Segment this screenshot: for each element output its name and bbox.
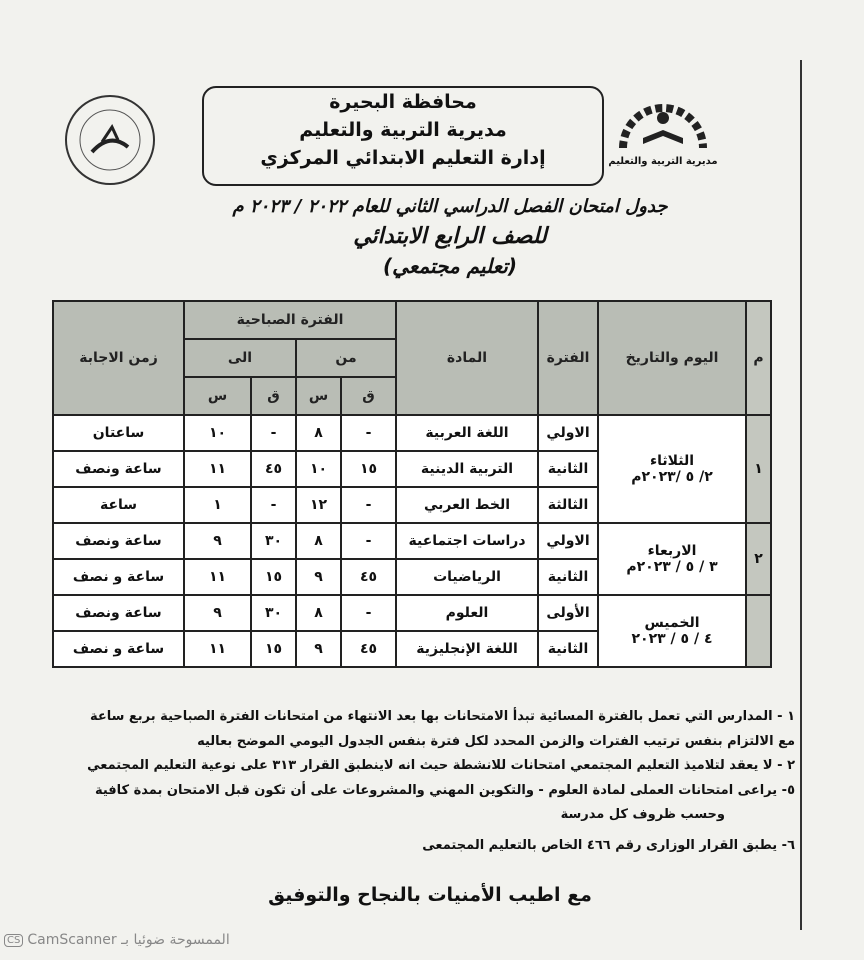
period-cell: الاولي bbox=[538, 415, 598, 451]
closing-wishes: مع اطيب الأمنيات بالنجاح والتوفيق bbox=[268, 884, 592, 906]
header-to-minute: ق bbox=[251, 377, 296, 415]
from-q-cell: ١٥ bbox=[341, 451, 396, 487]
from-s-cell: ٩ bbox=[296, 631, 341, 667]
subject-cell: العلوم bbox=[396, 595, 538, 631]
from-q-cell: ٤٥ bbox=[341, 559, 396, 595]
from-q-cell: ٤٥ bbox=[341, 631, 396, 667]
duration-cell: ساعة و نصف bbox=[53, 559, 184, 595]
from-q-cell: - bbox=[341, 487, 396, 523]
subject-cell: التربية الدينية bbox=[396, 451, 538, 487]
day-date-cell bbox=[598, 415, 746, 523]
header-day-date: اليوم والتاريخ bbox=[598, 301, 746, 415]
table-row bbox=[53, 595, 771, 631]
to-q-cell: - bbox=[251, 415, 296, 451]
day-name: الثلاثاء bbox=[649, 453, 695, 469]
subject-cell: اللغة العربية bbox=[396, 415, 538, 451]
administration-name: إدارة التعليم الابتدائي المركزي bbox=[260, 147, 546, 169]
subject-cell: الرياضيات bbox=[396, 559, 538, 595]
header-morning-period: الفترة الصباحية bbox=[184, 301, 396, 339]
exam-schedule-title: جدول امتحان الفصل الدراسي الثاني للعام ٢٠٢٢ / ٢٠٢٣ م bbox=[232, 196, 668, 217]
row-number: ١ bbox=[746, 415, 771, 523]
ministry-logo bbox=[608, 90, 718, 176]
duration-cell: ساعة و نصف bbox=[53, 631, 184, 667]
note-line: ٢ - لا يعقد لتلاميذ التعليم المجتمعي امتحانات للانشطة حيث انه لاينطبق القرار ٣١٣ على نوعية التعليم المجتمعي bbox=[87, 758, 795, 773]
to-s-cell: ٩ bbox=[184, 595, 251, 631]
header-subject: المادة bbox=[396, 301, 538, 415]
duration-cell: ساعة ونصف bbox=[53, 451, 184, 487]
camscanner-icon: CS bbox=[4, 934, 23, 947]
period-cell: الثانية bbox=[538, 631, 598, 667]
to-s-cell: ١ bbox=[184, 487, 251, 523]
header-from-hour: س bbox=[296, 377, 341, 415]
education-type-title: (تعليم مجتمعي) bbox=[383, 254, 517, 278]
duration-cell: ساعة bbox=[53, 487, 184, 523]
directorate-stamp-logo bbox=[62, 92, 158, 188]
page-edge-line bbox=[800, 60, 802, 930]
camscanner-text: CamScanner الممسوحة ضوئيا بـ bbox=[27, 932, 230, 948]
day-name: الخميس bbox=[644, 615, 700, 631]
subject-cell: دراسات اجتماعية bbox=[396, 523, 538, 559]
row-number: ٢ bbox=[746, 523, 771, 595]
header-from: من bbox=[296, 339, 396, 377]
day-name: الاربعاء bbox=[647, 543, 697, 559]
to-s-cell: ١١ bbox=[184, 559, 251, 595]
letterhead-box bbox=[202, 86, 604, 186]
exam-date: ٢/ ٥ /٢٠٢٣م bbox=[631, 469, 713, 485]
to-s-cell: ١١ bbox=[184, 451, 251, 487]
from-s-cell: ٨ bbox=[296, 523, 341, 559]
from-s-cell: ٨ bbox=[296, 595, 341, 631]
duration-cell: ساعتان bbox=[53, 415, 184, 451]
header-from-minute: ق bbox=[341, 377, 396, 415]
exam-date: ٣ / ٥ / ٢٠٢٣م bbox=[626, 559, 718, 575]
to-s-cell: ٩ bbox=[184, 523, 251, 559]
to-q-cell: - bbox=[251, 487, 296, 523]
document-title bbox=[150, 192, 750, 280]
notes bbox=[60, 705, 795, 858]
camscanner-watermark bbox=[4, 932, 230, 948]
exam-schedule-table bbox=[52, 300, 772, 668]
to-q-cell: ١٥ bbox=[251, 631, 296, 667]
period-cell: الثانية bbox=[538, 451, 598, 487]
table-row bbox=[53, 523, 771, 559]
period-cell: الثانية bbox=[538, 559, 598, 595]
header-to-hour: س bbox=[184, 377, 251, 415]
directorate-name: مديرية التربية والتعليم bbox=[299, 119, 507, 141]
to-s-cell: ١٠ bbox=[184, 415, 251, 451]
from-s-cell: ٩ bbox=[296, 559, 341, 595]
period-cell: الثالثة bbox=[538, 487, 598, 523]
logo-caption: مديرية التربية والتعليم bbox=[608, 156, 718, 167]
from-q-cell: - bbox=[341, 415, 396, 451]
note-line: وحسب ظروف كل مدرسة bbox=[560, 807, 725, 822]
to-q-cell: ٤٥ bbox=[251, 451, 296, 487]
to-q-cell: ١٥ bbox=[251, 559, 296, 595]
from-s-cell: ١٠ bbox=[296, 451, 341, 487]
from-s-cell: ١٢ bbox=[296, 487, 341, 523]
to-s-cell: ١١ bbox=[184, 631, 251, 667]
duration-cell: ساعة ونصف bbox=[53, 523, 184, 559]
to-q-cell: ٣٠ bbox=[251, 595, 296, 631]
duration-cell: ساعة ونصف bbox=[53, 595, 184, 631]
table-row bbox=[53, 415, 771, 451]
header-period: الفترة bbox=[538, 301, 598, 415]
header-to: الى bbox=[184, 339, 296, 377]
from-s-cell: ٨ bbox=[296, 415, 341, 451]
note-line: ٥- يراعى امتحانات العملى لمادة العلوم - والتكوين المهني والمشروعات على أن تكون قبل الامتحان بمدة كافية bbox=[94, 782, 795, 798]
subject-cell: اللغة الإنجليزية bbox=[396, 631, 538, 667]
grade-title: للصف الرابع الابتدائي bbox=[353, 224, 547, 249]
subject-cell: الخط العربي bbox=[396, 487, 538, 523]
exam-date: ٤ / ٥ / ٢٠٢٣ bbox=[631, 631, 713, 647]
period-cell: الاولي bbox=[538, 523, 598, 559]
note-line: ٦- يطبق القرار الوزارى رقم ٤٦٦ الخاص بالتعليم المجتمعى bbox=[422, 837, 795, 853]
header-duration: زمن الاجابة bbox=[53, 301, 184, 415]
row-number bbox=[746, 595, 771, 667]
from-q-cell: - bbox=[341, 595, 396, 631]
from-q-cell: - bbox=[341, 523, 396, 559]
note-line: مع الالتزام بنفس ترتيب الفترات والزمن المحدد لكل فترة بنفس الجدول اليومي الموضح بعاليه bbox=[197, 733, 795, 749]
governorate-name: محافظة البحيرة bbox=[329, 91, 477, 113]
period-cell: الأولى bbox=[538, 595, 598, 631]
to-q-cell: ٣٠ bbox=[251, 523, 296, 559]
day-date-cell bbox=[598, 595, 746, 667]
day-date-cell bbox=[598, 523, 746, 595]
note-line: ١ - المدارس التي تعمل بالفترة المسائية تبدأ الامتحانات بها بعد الانتهاء من امتحانات الفترة الصباحية بربع ساعة bbox=[89, 709, 795, 724]
header-m: م bbox=[746, 301, 771, 415]
